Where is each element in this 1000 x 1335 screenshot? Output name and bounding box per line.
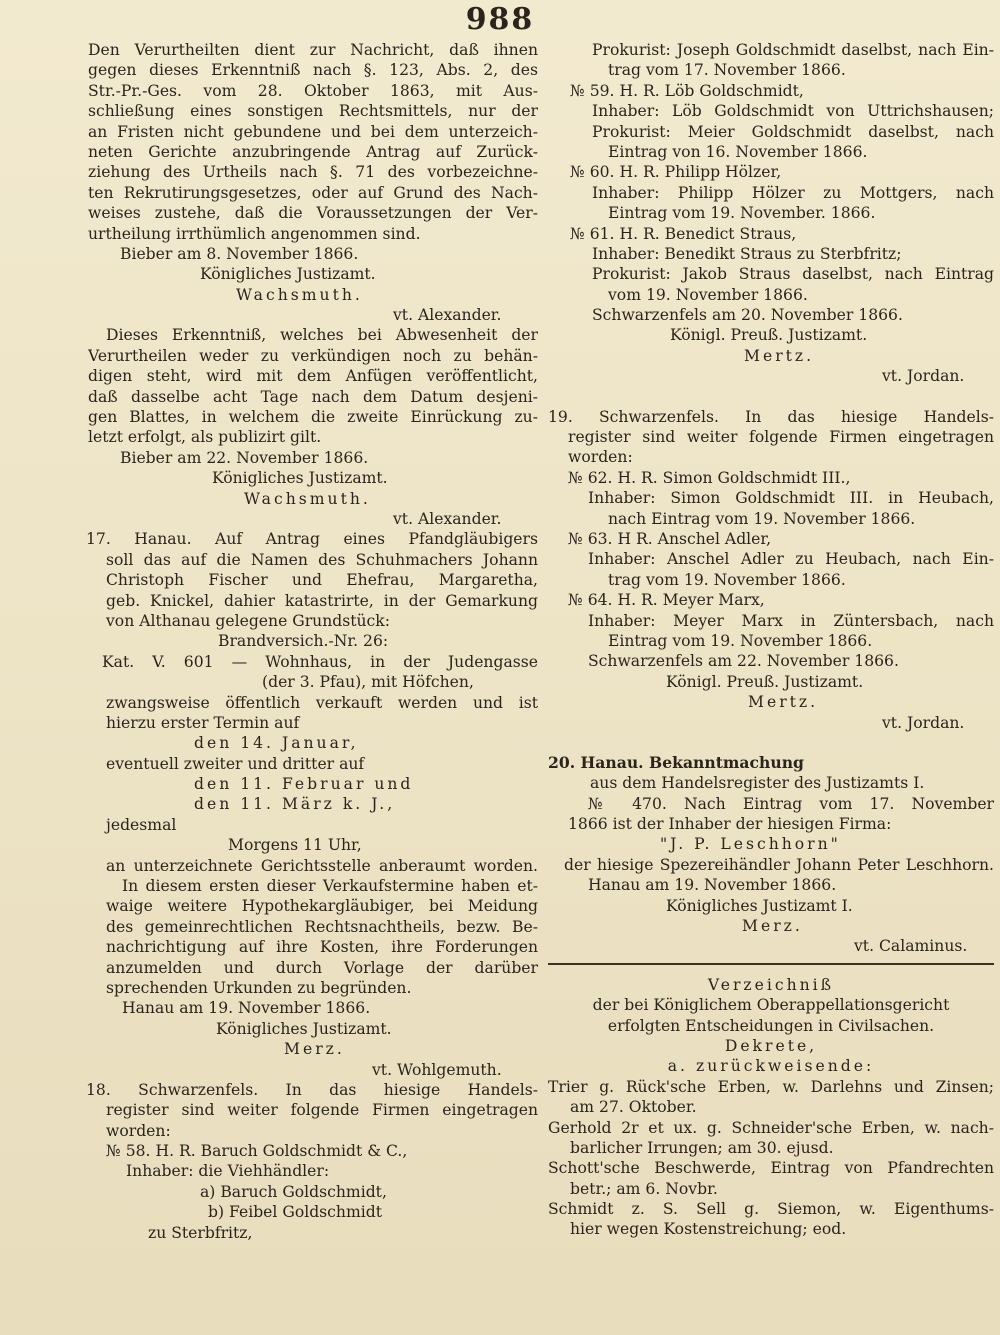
text-line: nach Eintrag vom 19. November 1866. (608, 509, 916, 528)
text-line: Morgens 11 Uhr, (228, 836, 362, 855)
text-line: geb. Knickel, dahier katastrirte, in der Gemarkung (106, 591, 538, 610)
text-line: Brandversich.-Nr. 26: (218, 632, 389, 651)
text-line: № 58. H. R. Baruch Goldschmidt & C., (106, 1142, 408, 1161)
right-top-block (548, 40, 994, 387)
text-line: betr.; am 6. Novbr. (570, 1179, 718, 1198)
text-line: anzumelden und durch Vorlage der darüber (106, 958, 538, 977)
text-line: Inhaber: Benedikt Straus zu Sterbfritz; (592, 244, 902, 263)
text-line: des gemeinrechtlichen Rechtsnachtheils, bezw. Be- (106, 917, 538, 936)
text-line: sprechenden Urkunden zu begründen. (106, 978, 412, 997)
text-line: schließung eines sonstigen Rechtsmittels, nur der (88, 102, 538, 121)
text-line: 1866 ist der Inhaber der hiesigen Firma: (568, 815, 892, 834)
text-line: Kat. V. 601 — Wohnhaus, in der Judengasse (102, 652, 538, 671)
text-line: Dekrete, (724, 1036, 818, 1055)
text-line: Königliches Justizamt I. (666, 896, 853, 915)
text-line: Königl. Preuß. Justizamt. (670, 326, 868, 345)
text-line: neten Gerichte anzubringende Antrag auf Zurück- (88, 142, 538, 161)
text-line: digen steht, wird mit dem Anfügen veröffentlicht, (88, 367, 538, 386)
text-line: Den Verurtheilten dient zur Nachricht, daß ihnen (88, 41, 538, 59)
text-line: Eintrag vom 19. November. 1866. (608, 204, 876, 223)
text-line: Königliches Justizamt. (216, 1019, 392, 1038)
text-line: der bei Königlichem Oberappellationsgericht (592, 996, 950, 1015)
text-line: № 64. H. R. Meyer Marx, (568, 591, 765, 610)
text-line: Christoph Fischer und Ehefrau, Margaretha, (106, 571, 538, 590)
text-line: Str.-Pr.-Ges. vom 28. Oktober 1863, mit Aus- (88, 81, 538, 100)
right-column (548, 40, 994, 1240)
text-line: Schwarzenfels am 22. November 1866. (588, 652, 899, 671)
text-line: barlicher Irrungen; am 30. ejusd. (570, 1138, 834, 1157)
text-line: Inhaber: die Viehhändler: (126, 1162, 330, 1181)
text-line: № 470. Nach Eintrag vom 17. November (588, 794, 994, 813)
text-line: erfolgten Entscheidungen in Civilsachen. (607, 1016, 935, 1035)
text-line: Königl. Preuß. Justizamt. (666, 672, 864, 691)
right-mid-block (548, 407, 994, 733)
text-line: In diesem ersten dieser Verkaufstermine haben et- (122, 877, 538, 896)
text-line: gegen dieses Erkenntniß nach §. 123, Abs. 2, des (88, 61, 538, 80)
text-line: ten Rekrutirungsgesetzes, oder auf Grund des Nach- (88, 183, 538, 202)
text-line: hier wegen Kostenstreichung; eod. (570, 1220, 847, 1239)
text-line: vt. Calaminus. (854, 937, 968, 956)
text-line: vom 19. November 1866. (608, 285, 808, 304)
text-line: vt. Alexander. (393, 306, 502, 325)
text-line: Wachsmuth. (244, 489, 371, 508)
text-line: Inhaber: Meyer Marx in Züntersbach, nach (588, 611, 994, 630)
text-line: Schwarzenfels am 20. November 1866. (592, 306, 903, 325)
text-line: register sind weiter folgende Firmen eingetragen (106, 1101, 538, 1120)
right-bottom-block (548, 753, 994, 957)
text-line: zu Sterbfritz, (148, 1223, 253, 1242)
text-line: 19. Schwarzenfels. In das hiesige Handels- (548, 407, 994, 426)
text-line: Prokurist: Jakob Straus daselbst, nach Eintrag (592, 265, 994, 284)
text-line: Verzeichniß (707, 975, 835, 994)
text-line: den 14. Januar, (194, 734, 359, 753)
text-line: 18. Schwarzenfels. In das hiesige Handels- (86, 1080, 538, 1099)
text-line: (der 3. Pfau), mit Höfchen, (262, 673, 474, 692)
text-line: vt. Wohlgemuth. (372, 1060, 502, 1079)
text-line: trag vom 19. November 1866. (608, 570, 846, 589)
text-line: worden: (106, 1121, 171, 1140)
text-line: № 62. H. R. Simon Goldschmidt III., (568, 468, 851, 487)
text-line: worden: (568, 448, 633, 467)
text-line: Inhaber: Simon Goldschmidt III. in Heubach, (588, 489, 994, 508)
text-line: vt. Jordan. (882, 367, 965, 386)
text-line: Eintrag vom 19. November 1866. (608, 631, 873, 650)
text-line: register sind weiter folgende Firmen eingetragen (568, 428, 994, 447)
text-line: Merz. (284, 1040, 345, 1059)
text-line: Königliches Justizamt. (200, 265, 376, 284)
text-line: weises zustehe, daß die Voraussetzungen der Ver- (88, 204, 538, 223)
text-line: a. zurückweisende: (667, 1057, 875, 1076)
text-line: Trier g. Rück'sche Erben, w. Darlehns und Zinsen; (548, 1077, 994, 1096)
text-line: urtheilung irrthümlich angenommen sind. (88, 224, 421, 243)
page-number: 988 (465, 2, 535, 37)
text-line: daß dasselbe acht Tage nach dem Datum desjeni- (88, 387, 538, 406)
text-line: 20. Hanau. Bekanntmachung (548, 752, 804, 772)
text-line: № 59. H. R. Löb Goldschmidt, (570, 81, 804, 100)
register-block (548, 975, 994, 1240)
text-line: Merz. (742, 917, 803, 936)
text-line: der hiesige Spezereihändler Johann Peter Leschhorn. (564, 855, 994, 874)
text-line: vt. Alexander. (393, 509, 502, 528)
text-line: gen Blattes, in welchem die zweite Einrückung zu- (88, 408, 538, 427)
text-line: Inhaber: Philipp Hölzer zu Mottgers, nach (592, 183, 994, 202)
text-line: Inhaber: Löb Goldschmidt von Uttrichshausen; (592, 102, 994, 121)
text-line: Dieses Erkenntniß, welches bei Abwesenheit der (106, 326, 538, 345)
text-line: aus dem Handelsregister des Justizamts I. (590, 774, 925, 793)
text-line: "J. P. Leschhorn" (660, 835, 841, 854)
text-line: ziehung des Urtheils nach §. 71 des vorbezeichne- (88, 163, 538, 182)
text-line: a) Baruch Goldschmidt, (200, 1182, 387, 1201)
text-line: jedesmal (106, 815, 177, 834)
text-line: an Fristen nicht gebundene und bei dem unterzeich- (88, 122, 538, 141)
section-divider (548, 963, 994, 965)
text-line: von Althanau gelegene Grundstück: (106, 611, 390, 630)
text-line: zwangsweise öffentlich verkauft werden und ist (106, 693, 538, 712)
text-line: Mertz. (748, 693, 819, 712)
text-line: Prokurist: Joseph Goldschmidt daselbst, nach Ein- (592, 41, 994, 59)
text-line: den 11. März k. J., (194, 795, 396, 814)
text-line: den 11. Februar und (194, 775, 414, 794)
text-line: № 61. H. R. Benedict Straus, (570, 224, 797, 243)
text-line: Bieber am 22. November 1866. (120, 448, 369, 467)
text-line: Königliches Justizamt. (212, 469, 388, 488)
text-line: Bieber am 8. November 1866. (120, 244, 359, 263)
text-line: trag vom 17. November 1866. (608, 61, 846, 80)
text-line: Hanau am 19. November 1866. (122, 999, 371, 1018)
text-line: eventuell zweiter und dritter auf (106, 754, 365, 773)
text-line: № 60. H. R. Philipp Hölzer, (570, 163, 782, 182)
text-line: 17. Hanau. Auf Antrag eines Pfandgläubigers (86, 530, 538, 549)
text-line: Schott'sche Beschwerde, Eintrag von Pfandrechten (548, 1159, 994, 1178)
text-line: Wachsmuth. (236, 285, 363, 304)
text-line: Eintrag von 16. November 1866. (608, 142, 868, 161)
text-line: nachrichtigung auf ihre Kosten, ihre Forderungen (106, 938, 538, 957)
text-line: Verurtheilen weder zu verkündigen noch zu behän- (88, 346, 538, 365)
text-line: Schmidt z. S. Sell g. Siemon, w. Eigenthums- (548, 1200, 994, 1219)
text-line: an unterzeichnete Gerichtsstelle anberaumt worden. (106, 856, 538, 875)
text-line: vt. Jordan. (882, 713, 965, 732)
text-line: soll das auf die Namen des Schuhmachers Johann (106, 550, 538, 569)
text-line: № 63. H R. Anschel Adler, (568, 529, 772, 548)
left-column (88, 40, 538, 1243)
text-line: waige weitere Hypothekargläubiger, bei Meidung (106, 897, 538, 916)
text-line: letzt erfolgt, als publizirt gilt. (88, 428, 322, 447)
text-line: hierzu erster Termin auf (106, 713, 300, 732)
text-line: Inhaber: Anschel Adler zu Heubach, nach Ein- (588, 550, 994, 569)
text-line: am 27. Oktober. (570, 1098, 697, 1117)
text-line: Prokurist: Meier Goldschmidt daselbst, nach (592, 122, 994, 141)
text-line: Mertz. (744, 346, 815, 365)
text-line: b) Feibel Goldschmidt (208, 1203, 382, 1222)
text-line: Hanau am 19. November 1866. (588, 876, 837, 895)
text-line: Gerhold 2r et ux. g. Schneider'sche Erben, w. nach- (548, 1118, 994, 1137)
